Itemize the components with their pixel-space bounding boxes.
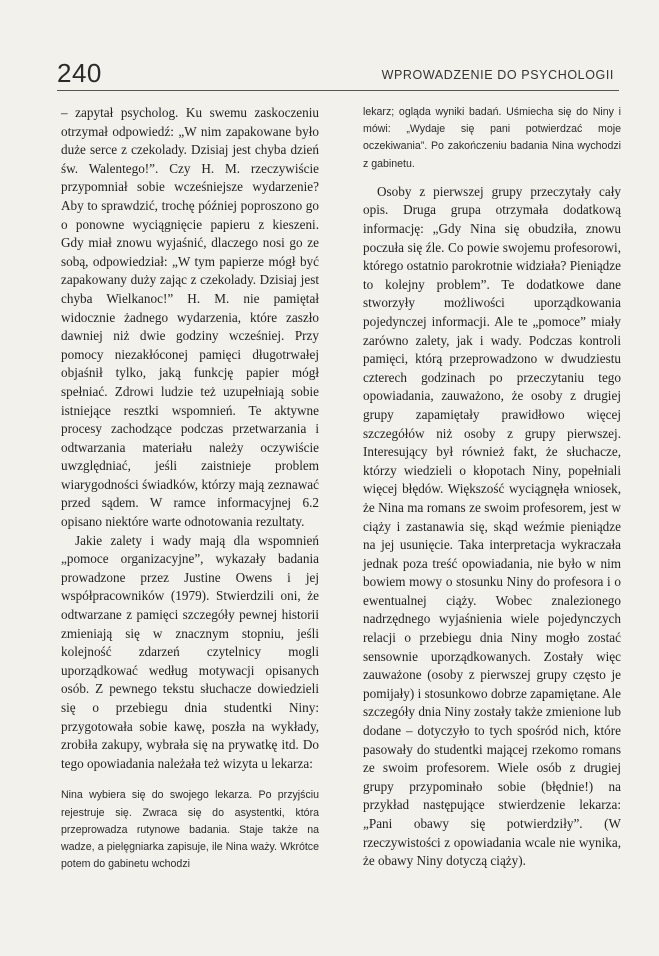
info-box-text-start: Nina wybiera się do swojego lekarza. Po przyjściu rejestruje się. Zwraca się do asystentki, która przeprowadza rutynowe badania. Staje także na wadze, a pielęgniarka zapisuje, ile Nina waży. Wkrótce potem do gabinetu wchodzi	[61, 789, 319, 871]
right-paragraph-1: Osoby z pierwszej grupy przeczytały cały opis. Druga grupa otrzymała dodatkową informację: „Gdy Nina się obudziła, znowu poczuła się źle. Co powie swojemu profesorowi, którego ostatnio parokrotnie widziała? Pieniądze to kolejny problem”. Te dodatkowe dane stworzyły możliwości uporządkowania pojedynczej informacji. Ale te „pomoce” miały zarówno zalety, jak i wady. Podczas kontroli pamięci, którą przeprowadzono w dwudziestu czterech godzinach po przeczytaniu tego opowiadania, zauważono, że osoby z drugiej grupy zapamiętały prawidłowo więcej szczegółów niż osoby z grupy pierwszej. Interesujący był również fakt, że słuchacze, którzy wiedzieli o kłopotach Niny, popełniali więcej błędów. Większość wyciągnęła wniosek, że Nina ma romans ze swoim profesorem, jest w ciąży i zastanawia się, skąd weźmie pieniądze na jej usunięcie. Taka interpretacja wykraczała jednak poza treść opowiadania, nie było w nim bowiem mowy o stosunku Niny do profesora i o ewentualnej ciąży. Wobec znalezionego nadrzędnego wyjaśnienia wiele pojedynczych relacji o przebiegu dnia Niny mogło zostać sensownie uporządkowanych. Zostały więc zauważone (osoby z pierwszej grupy często je pomijały) i stosunkowo dobrze zapamiętane. Ale szczegóły dnia Niny zostały także zmienione lub dodane – dotyczyło to tych spośród nich, które pasowały do studentki mającej rzekomo romans ze swoim profesorem. Wiele osób z drugiej grupy przypominało sobie (błędnie!) na przykład następujące stwierdzenie lekarza: „Pani obawy się potwierdziły”. (W rzeczywistości z opowiadania wcale nie wynika, że obawy Niny dotyczą ciąży).	[363, 183, 621, 869]
page-number: 240	[57, 58, 102, 88]
right-column	[363, 104, 621, 871]
info-box-text-end: lekarz; ogląda wyniki badań. Uśmiecha się do Niny i mówi: „Wydaje się pani potwierdzać moje oczekiwania”. Po zakończeniu badania Nina wychodzi z gabinetu.	[363, 106, 621, 170]
header-rule	[57, 90, 619, 91]
running-title: WPROWADZENIE DO PSYCHOLOGII	[381, 68, 614, 82]
left-column	[61, 104, 319, 873]
left-paragraph-1: – zapytał psycholog. Ku swemu zaskoczeniu otrzymał odpowiedź: „W nim zapakowane było duże serce z czekolady. Dzisiaj jest chyba dzień św. Walentego!”. Czy H. M. rzeczywiście przypomniał sobie wcześniejsze wydarzenie? Aby to sprawdzić, trochę później poproszono go o ponowne wyciągnięcie papieru z kieszeni. Gdy miał znowu wyjaśnić, dlaczego nosi go ze sobą, odpowiedział: „W tym papierze mógł być zapakowany duży zając z czekolady. Dzisiaj jest chyba Wielkanoc!” H. M. nie pamiętał widocznie żadnego wydarzenia, które zaszło dawniej niż dwie godziny wcześniej. Przy pomocy niezakłóconej pamięci długotrwałej objaśnił tylko, jaką funkcję papier mógł spełniać. Zdrowi ludzie też uzupełniają sobie istniejące resztki wspomnień. Te aktywne procesy zachodzące podczas przetwarzania i odtwarzania materiału należy oczywiście uwzględniać, jeśli zaistnieje problem wiarygodności świadków, którzy mają zeznawać przed sądem. W ramce informacyjnej 6.2 opisano niektóre warte odnotowania rezultaty.	[61, 105, 319, 530]
left-paragraph-2: Jakie zalety i wady mają dla wspomnień „pomoce organizacyjne”, wykazały badania prowadzone przez Justine Owens i jej współpracowników (1979). Stwierdzili oni, że odtwarzane z pamięci szczegóły pewnej historii zmieniają się w znacznym stopniu, jeśli kolejność zdarzeń czytelnicy mogli uporządkować według motywacji opisanych osób. Z pewnego tekstu słuchacze dowiedzieli się o przebiegu dnia studentki Niny: przygotowała sobie kawę, poszła na wykłady, zrobiła zakupy, wybrała się na prywatkę itd. Do tego opowiadania należała też wizyta u lekarza:	[61, 532, 319, 771]
